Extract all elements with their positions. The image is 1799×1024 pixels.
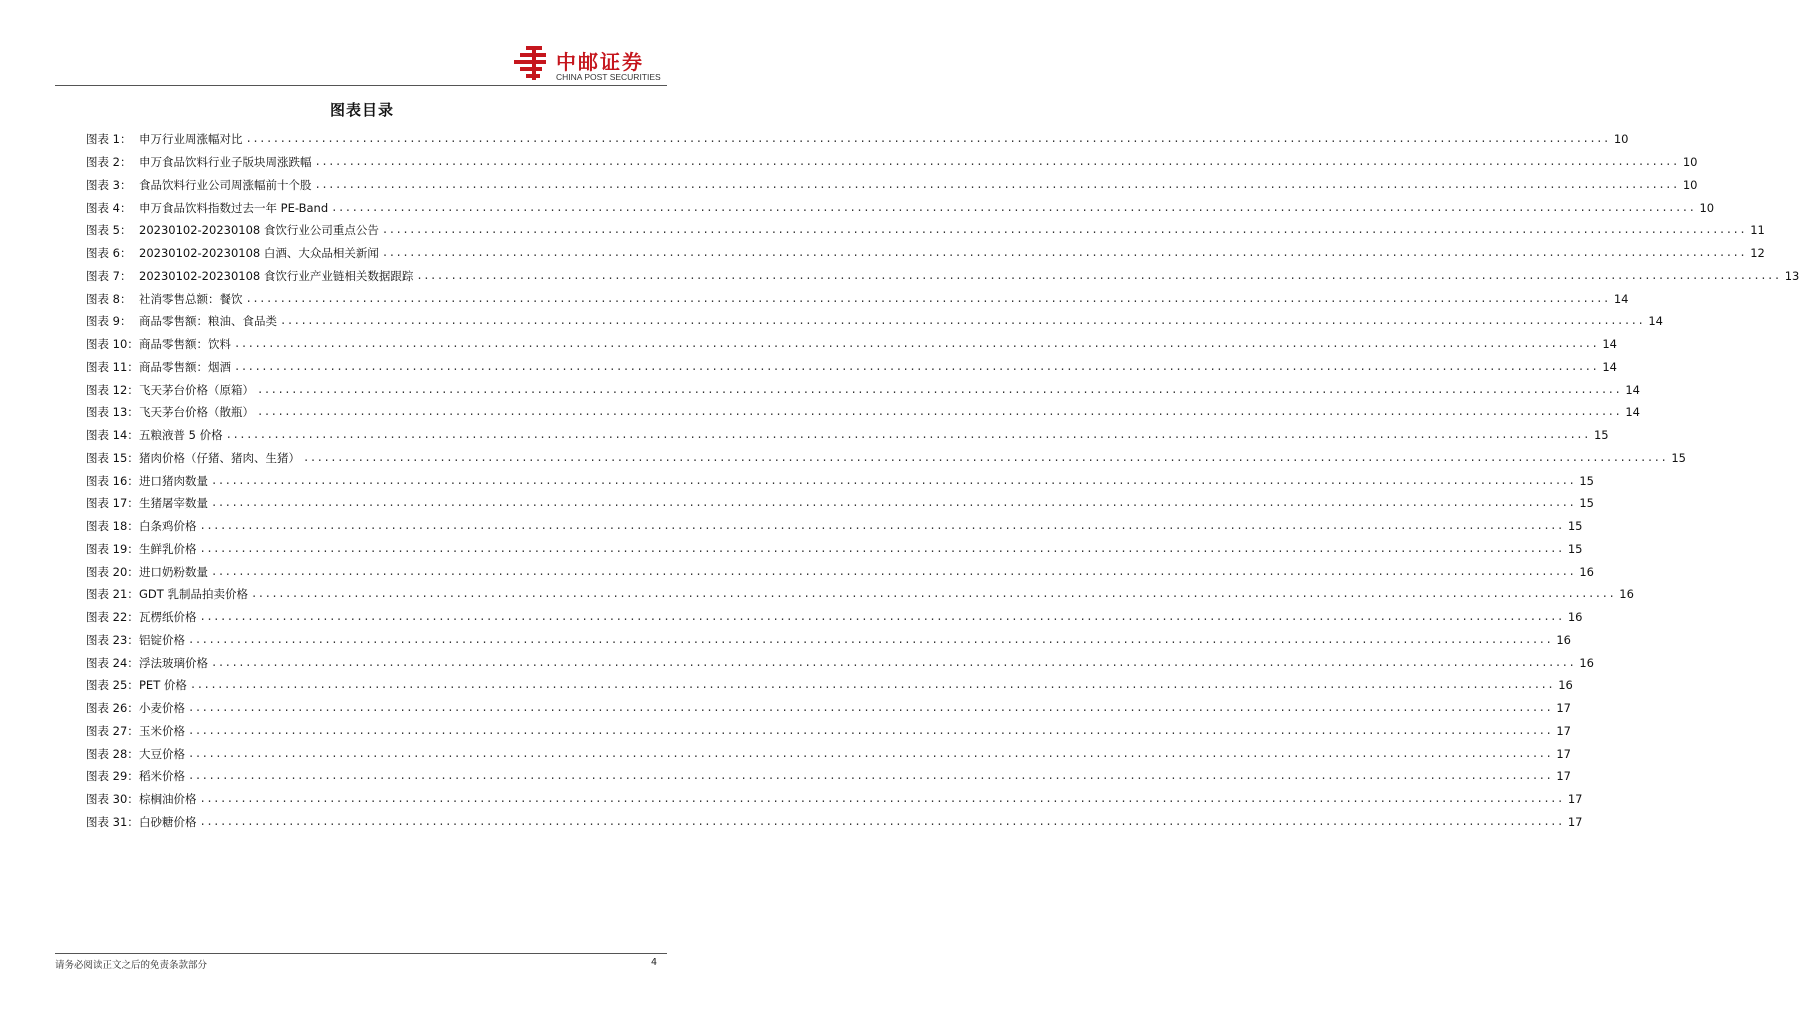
toc-entry-label: 图表 27： xyxy=(86,723,139,738)
toc-entry-text: 食品饮料行业公司周涨幅前十个股 xyxy=(139,177,312,192)
toc-entry-label: 图表 30： xyxy=(86,792,139,807)
toc-entry-text: 进口猪肉数量 xyxy=(139,473,208,488)
toc-leader-dots: ........................................................................................................................................................................................................ xyxy=(211,565,1576,578)
toc-entry-page: 17 xyxy=(1556,769,1571,784)
toc-entry-label: 图表 19： xyxy=(86,541,139,556)
toc-entry-page: 17 xyxy=(1556,701,1571,716)
toc-leader-dots: ........................................................................................................................................................................................................ xyxy=(303,451,1668,464)
toc-entry-page: 15 xyxy=(1671,450,1686,465)
toc-entry-page: 14 xyxy=(1613,291,1629,306)
toc-entry-page: 15 xyxy=(1579,473,1594,488)
toc-entry-label: 图表 4： xyxy=(86,200,132,215)
toc-entry-page: 10 xyxy=(1613,132,1629,147)
toc-entry-label: 图表 29： xyxy=(86,769,139,784)
toc-entry-text: GDT 乳制品拍卖价格 xyxy=(139,587,248,602)
toc-leader-dots: ........................................................................................................................................................................................................ xyxy=(245,292,1610,305)
toc-entry-page: 17 xyxy=(1567,792,1583,807)
toc-entry[interactable] xyxy=(86,219,1765,242)
toc-leader-dots: ........................................................................................................................................................................................................ xyxy=(199,520,1564,533)
toc-entry-text: 申万食品饮料指数过去一年 PE-Band xyxy=(139,200,329,215)
toc-entry-text: 小麦价格 xyxy=(139,701,185,716)
toc-entry-label: 图表 22： xyxy=(86,610,139,625)
toc-entry-text: 生猪屠宰数量 xyxy=(139,496,208,511)
toc-entry-label: 图表 26： xyxy=(86,701,139,716)
toc-entry-label: 图表 23： xyxy=(86,632,139,647)
toc-entry[interactable] xyxy=(86,401,1640,424)
toc-entry[interactable] xyxy=(86,287,1629,310)
toc-entry-page: 10 xyxy=(1699,200,1715,215)
toc-leader-dots: ........................................................................................................................................................................................................ xyxy=(188,747,1553,760)
toc-leader-dots: ........................................................................................................................................................................................................ xyxy=(199,815,1564,828)
toc-entry-page: 10 xyxy=(1682,155,1698,170)
toc-leader-dots: ........................................................................................................................................................................................................ xyxy=(211,497,1576,510)
toc-entry-page: 14 xyxy=(1625,405,1640,420)
toc-leader-dots: ........................................................................................................................................................................................................ xyxy=(234,338,1599,351)
toc-entry[interactable] xyxy=(86,174,1698,197)
toc-entry[interactable] xyxy=(86,242,1765,265)
toc-entry-label: 图表 2： xyxy=(86,155,132,170)
toc-entry-label: 图表 21： xyxy=(86,587,139,602)
toc-entry-page: 14 xyxy=(1648,314,1663,329)
toc-entry-text: 生鲜乳价格 xyxy=(139,541,197,556)
toc-leader-dots: ........................................................................................................................................................................................................ xyxy=(234,360,1599,373)
toc-entry[interactable] xyxy=(86,151,1698,174)
toc-entry[interactable] xyxy=(86,447,1686,470)
toc-entry[interactable] xyxy=(86,538,1583,561)
toc-entry[interactable] xyxy=(86,765,1571,788)
toc-entry-page: 13 xyxy=(1784,268,1799,283)
toc-entry-page: 16 xyxy=(1558,678,1573,693)
toc-entry-label: 图表 25： xyxy=(86,678,139,693)
toc-leader-dots: ........................................................................................................................................................................................................ xyxy=(199,793,1564,806)
toc-entry-label: 图表 17： xyxy=(86,496,139,511)
toc-leader-dots: ........................................................................................................................................................................................................ xyxy=(280,315,1645,328)
toc-entry-page: 11 xyxy=(1750,223,1765,238)
toc-entry-page: 15 xyxy=(1567,519,1583,534)
toc-entry-page: 16 xyxy=(1556,632,1571,647)
toc-entry[interactable] xyxy=(86,811,1583,834)
toc-entry[interactable] xyxy=(86,720,1571,743)
toc-entry-page: 16 xyxy=(1567,610,1583,625)
toc-leader-dots: ........................................................................................................................................................................................................ xyxy=(314,156,1679,169)
toc-entry-text: 商品零售额：粮油、食品类 xyxy=(139,314,277,329)
toc-entry-page: 15 xyxy=(1579,496,1594,511)
toc-entry-text: 飞天茅台价格（原箱） xyxy=(139,382,254,397)
toc-entry[interactable] xyxy=(86,378,1640,401)
toc-entry-text: 稻米价格 xyxy=(139,769,185,784)
toc-leader-dots: ........................................................................................................................................................................................................ xyxy=(245,133,1610,146)
toc-entry-text: 20230102-20230108 食饮行业产业链相关数据跟踪 xyxy=(139,268,414,283)
toc-entry-page: 14 xyxy=(1625,382,1640,397)
toc-entry-text: 铝锭价格 xyxy=(139,632,185,647)
toc-entry-page: 16 xyxy=(1619,587,1634,602)
toc-leader-dots: ........................................................................................................................................................................................................ xyxy=(331,201,1696,214)
toc-leader-dots: ........................................................................................................................................................................................................ xyxy=(188,702,1553,715)
toc-leader-dots: ........................................................................................................................................................................................................ xyxy=(188,633,1553,646)
toc-entry-text: 大豆价格 xyxy=(139,746,185,761)
toc-entry-label: 图表 31： xyxy=(86,814,139,829)
china-post-logo-icon xyxy=(512,44,552,84)
footer-divider xyxy=(55,953,667,954)
toc-entry-label: 图表 28： xyxy=(86,746,139,761)
toc-leader-dots: ........................................................................................................................................................................................................ xyxy=(314,178,1679,191)
toc-entry[interactable] xyxy=(86,515,1583,538)
toc-entry[interactable] xyxy=(86,310,1663,333)
toc-leader-dots: ........................................................................................................................................................................................................ xyxy=(225,429,1590,442)
toc-entry[interactable] xyxy=(86,606,1583,629)
toc-entry-text: 20230102-20230108 食饮行业公司重点公告 xyxy=(139,223,379,238)
toc-entry-page: 17 xyxy=(1556,723,1571,738)
toc-leader-dots: ........................................................................................................................................................................................................ xyxy=(257,383,1622,396)
toc-entry-text: 申万行业周涨幅对比 xyxy=(139,132,243,147)
toc-entry-text: 20230102-20230108 白酒、大众品相关新闻 xyxy=(139,246,379,261)
logo-chinese-name: 中邮证券 xyxy=(556,50,644,74)
toc-entry-label: 图表 12： xyxy=(86,382,139,397)
toc-entry-label: 图表 8： xyxy=(86,291,132,306)
toc-leader-dots: ........................................................................................................................................................................................................ xyxy=(381,247,1747,260)
toc-entry-text: 白条鸡价格 xyxy=(139,519,197,534)
toc-entry-label: 图表 13： xyxy=(86,405,139,420)
toc-entry-text: 玉米价格 xyxy=(139,723,185,738)
toc-entry[interactable] xyxy=(86,356,1617,379)
toc-entry-page: 15 xyxy=(1593,428,1609,443)
disclaimer-note: 请务必阅读正文之后的免责条款部分 xyxy=(55,960,208,971)
toc-title: 图表目录 xyxy=(329,101,394,119)
toc-leader-dots: ........................................................................................................................................................................................................ xyxy=(189,679,1555,692)
toc-entry-page: 17 xyxy=(1556,746,1571,761)
toc-entry-label: 图表 5： xyxy=(86,223,132,238)
toc-entry[interactable] xyxy=(86,651,1594,674)
toc-entry[interactable] xyxy=(86,674,1573,697)
toc-entry-label: 图表 7： xyxy=(86,268,132,283)
toc-entry-label: 图表 15： xyxy=(86,450,139,465)
toc-leader-dots: ........................................................................................................................................................................................................ xyxy=(257,406,1622,419)
toc-leader-dots: ........................................................................................................................................................................................................ xyxy=(416,269,1781,282)
toc-entry-text: 浮法玻璃价格 xyxy=(139,655,208,670)
toc-entry-page: 14 xyxy=(1602,337,1617,352)
toc-entry-text: 猪肉价格（仔猪、猪肉、生猪） xyxy=(139,450,300,465)
toc-entry[interactable] xyxy=(86,424,1609,447)
toc-leader-dots: ........................................................................................................................................................................................................ xyxy=(188,770,1553,783)
toc-entry-label: 图表 14： xyxy=(86,428,139,443)
toc-list xyxy=(86,128,1799,833)
header-divider xyxy=(55,85,667,86)
toc-entry[interactable] xyxy=(86,469,1594,492)
toc-entry-label: 图表 24： xyxy=(86,655,139,670)
toc-entry-label: 图表 3： xyxy=(86,177,132,192)
toc-entry[interactable] xyxy=(86,742,1571,765)
toc-leader-dots: ........................................................................................................................................................................................................ xyxy=(250,588,1616,601)
toc-entry-text: 商品零售额：烟酒 xyxy=(139,359,231,374)
toc-entry-label: 图表 1： xyxy=(86,132,132,147)
toc-entry-label: 图表 10： xyxy=(86,337,139,352)
toc-entry[interactable] xyxy=(86,697,1571,720)
toc-leader-dots: ........................................................................................................................................................................................................ xyxy=(199,611,1564,624)
company-logo xyxy=(512,44,668,86)
toc-entry-page: 16 xyxy=(1579,564,1594,579)
toc-entry[interactable] xyxy=(86,629,1571,652)
toc-entry-page: 17 xyxy=(1567,814,1583,829)
toc-entry-page: 16 xyxy=(1579,655,1594,670)
toc-entry-text: 棕榈油价格 xyxy=(139,792,197,807)
toc-entry-label: 图表 20： xyxy=(86,564,139,579)
toc-leader-dots: ........................................................................................................................................................................................................ xyxy=(381,224,1747,237)
toc-entry[interactable] xyxy=(86,788,1583,811)
toc-entry-text: 商品零售额：饮料 xyxy=(139,337,231,352)
toc-entry[interactable] xyxy=(86,583,1634,606)
logo-english-name: CHINA POST SECURITIES xyxy=(556,72,661,82)
toc-entry-text: 瓦楞纸价格 xyxy=(139,610,197,625)
toc-entry-text: 飞天茅台价格（散瓶） xyxy=(139,405,254,420)
toc-entry[interactable] xyxy=(86,333,1617,356)
toc-leader-dots: ........................................................................................................................................................................................................ xyxy=(188,724,1553,737)
toc-leader-dots: ........................................................................................................................................................................................................ xyxy=(211,656,1576,669)
toc-entry-text: 白砂糖价格 xyxy=(139,814,197,829)
toc-entry[interactable] xyxy=(86,196,1715,219)
toc-entry-text: 申万食品饮料行业子版块周涨跌幅 xyxy=(139,155,312,170)
toc-entry-label: 图表 11： xyxy=(86,359,139,374)
toc-leader-dots: ........................................................................................................................................................................................................ xyxy=(199,542,1564,555)
toc-entry-page: 10 xyxy=(1682,177,1698,192)
toc-entry-label: 图表 6： xyxy=(86,246,132,261)
toc-entry[interactable] xyxy=(86,128,1629,151)
toc-entry-text: PET 价格 xyxy=(139,678,187,693)
toc-entry[interactable] xyxy=(86,492,1594,515)
toc-entry-page: 15 xyxy=(1567,541,1583,556)
toc-entry-page: 14 xyxy=(1602,359,1617,374)
toc-entry-text: 社消零售总额：餐饮 xyxy=(139,291,243,306)
page-number: 4 xyxy=(650,957,657,968)
toc-entry-label: 图表 18： xyxy=(86,519,139,534)
toc-entry-text: 进口奶粉数量 xyxy=(139,564,208,579)
toc-entry-label: 图表 9： xyxy=(86,314,132,329)
toc-leader-dots: ........................................................................................................................................................................................................ xyxy=(211,474,1576,487)
toc-entry[interactable] xyxy=(86,560,1594,583)
toc-entry-text: 五粮液普 5 价格 xyxy=(139,428,223,443)
toc-entry[interactable] xyxy=(86,265,1799,288)
toc-entry-label: 图表 16： xyxy=(86,473,139,488)
toc-entry-page: 12 xyxy=(1750,246,1765,261)
